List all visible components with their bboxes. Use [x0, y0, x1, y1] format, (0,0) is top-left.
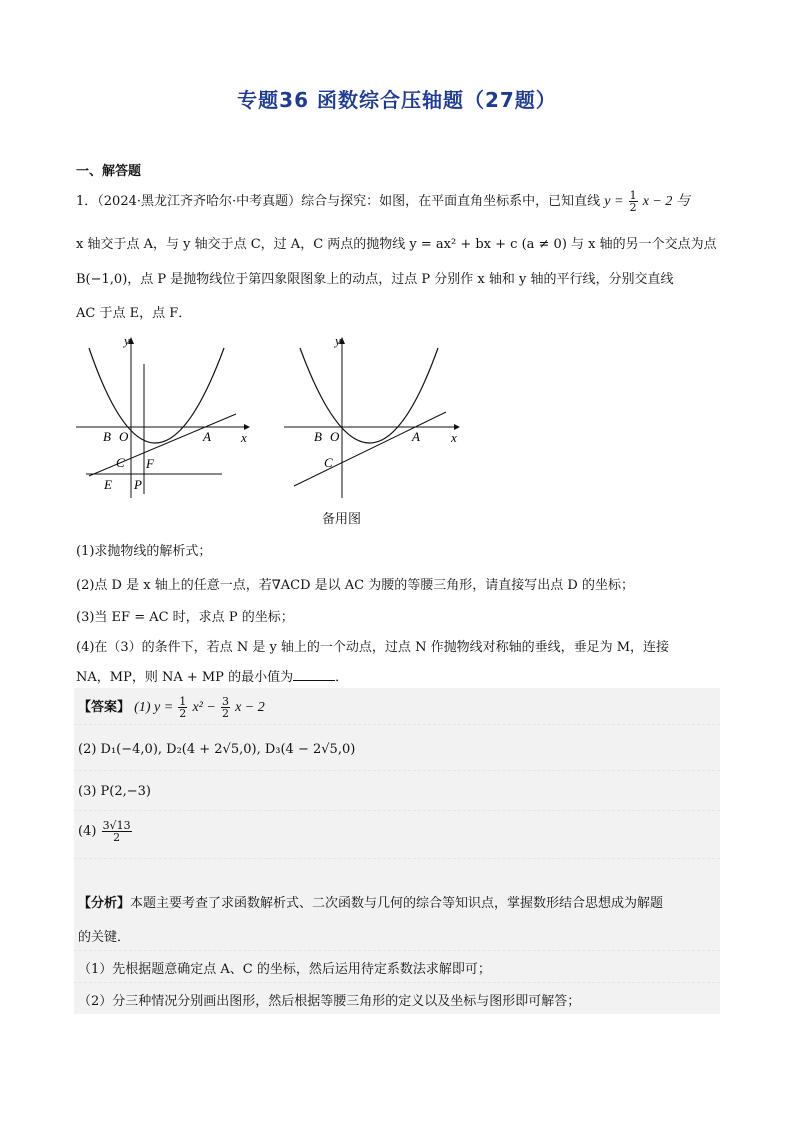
figure-backup	[282, 334, 468, 500]
answer-blank	[293, 669, 335, 681]
label-o: O	[119, 429, 129, 444]
answer-4-frac	[102, 820, 132, 843]
question-4-end: ．	[335, 670, 349, 685]
intro-frac-num: 1	[629, 189, 637, 202]
intro-fraction	[629, 190, 638, 213]
label-b: B	[103, 429, 111, 444]
divider	[74, 858, 720, 859]
label-f: F	[146, 456, 154, 471]
intro-text-b: x − 2 与	[642, 194, 690, 209]
label-x: x	[241, 430, 247, 445]
answer-1-mid: x² −	[192, 700, 216, 715]
answer-1	[78, 696, 265, 719]
problem-intro-line4: AC 于点 E，点 F．	[76, 306, 192, 321]
analysis-text: 本题主要考查了求函数解析式、二次函数与几何的综合等知识点，掌握数形结合思想成为解题	[130, 896, 664, 911]
divider	[74, 810, 720, 811]
answer-1-prefix: (1) y =	[134, 700, 174, 715]
page-title: 专题36 函数综合压轴题（27题）	[237, 88, 557, 112]
answer-3: (3) P(2,−3)	[78, 784, 152, 799]
analysis-line2: 的关键．	[78, 930, 131, 945]
answer-1-frac1	[178, 696, 187, 719]
answer-4-prefix: (4)	[78, 824, 97, 839]
analysis-line3: （1）先根据题意确定点 A、C 的坐标，然后运用待定系数法求解即可；	[78, 962, 491, 977]
line-ac	[89, 414, 236, 476]
answer-1-end: x − 2	[235, 700, 265, 715]
problem-intro-line1	[76, 190, 726, 213]
divider	[74, 770, 720, 771]
intro-eq: y =	[604, 194, 624, 209]
question-4-line1: (4)在（3）的条件下，若点 N 是 y 轴上的一个动点，过点 N 作抛物线对称轴的垂线，垂足为 M，连接	[76, 640, 670, 655]
analysis-line4: （2）分三种情况分别画出图形，然后根据等腰三角形的定义以及坐标与图形即可解答；	[78, 994, 581, 1009]
section-heading: 一、解答题	[76, 164, 142, 179]
divider	[74, 724, 720, 725]
answer-4-den: 2	[113, 831, 121, 844]
answer-2: (2) D₁(−4,0), D₂(4 + 2√5,0), D₃(4 − 2√5,0)	[78, 742, 356, 757]
label-a: A	[203, 429, 211, 444]
analysis-line1	[78, 892, 663, 911]
label-y: y	[335, 334, 341, 348]
problem-intro-line2: x 轴交于点 A，与 y 轴交于点 C，过 A，C 两点的抛物线 y = ax² + bx + c (a ≠ 0) 与 x 轴的另一个交点为点	[76, 237, 717, 252]
divider	[74, 982, 720, 983]
figure-main	[74, 334, 254, 500]
label-x: x	[451, 430, 457, 445]
label-o: O	[330, 429, 340, 444]
question-4-text: NA，MP，则 NA + MP 的最小值为	[76, 670, 294, 685]
question-1: (1)求抛物线的解析式；	[76, 544, 212, 559]
intro-text-a: 1．（2024·黑龙江齐齐哈尔·中考真题）综合与探究：如图，在平面直角坐标系中，已知直线	[76, 194, 601, 209]
answer-4-num: 3√13	[102, 819, 131, 832]
answer-1-frac1-num: 1	[179, 695, 187, 708]
answer-1-frac2	[221, 696, 230, 719]
label-p: P	[134, 477, 142, 492]
intro-frac-den: 2	[629, 201, 637, 214]
analysis-label: 【分析】	[78, 896, 131, 911]
question-3: (3)当 EF = AC 时，求点 P 的坐标；	[76, 610, 294, 625]
label-b: B	[314, 429, 322, 444]
answer-1-frac2-num: 3	[221, 695, 229, 708]
question-2: (2)点 D 是 x 轴上的任意一点，若∇ACD 是以 AC 为腰的等腰三角形，请直接写出点 D 的坐标；	[76, 578, 634, 593]
answer-label: 【答案】	[78, 700, 131, 715]
label-c: C	[116, 455, 125, 470]
label-e: E	[104, 477, 112, 492]
question-4-line2	[76, 666, 726, 685]
label-c: C	[324, 455, 333, 470]
answer-4	[78, 820, 133, 843]
label-a: A	[412, 429, 420, 444]
figure-caption: 备用图	[322, 512, 362, 527]
divider	[74, 950, 720, 951]
line-ac	[294, 412, 446, 486]
answer-1-frac1-den: 2	[179, 707, 187, 720]
label-y: y	[124, 334, 130, 348]
answer-1-frac2-den: 2	[221, 707, 229, 720]
problem-intro-line3: B(−1,0)，点 P 是抛物线位于第四象限图象上的动点，过点 P 分别作 x 轴和 y 轴的平行线，分别交直线	[76, 272, 674, 287]
